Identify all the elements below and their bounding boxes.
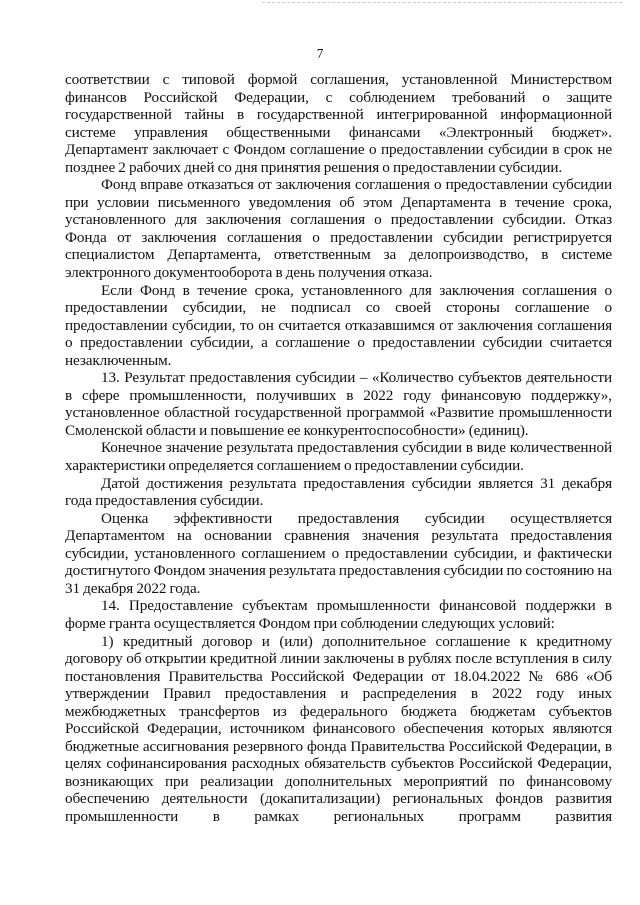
- paragraph-agreement-form: соответствии с типовой формой соглашения, установленной Министерством финансов Российской Федерации, с соблюдением требований о защите государственной тайны в государственной интегрированной информационной системе управления общественными финансами «Электронный бюджет». Департамент заключает с Фондом соглашение о предоставлении субсидии в срок не позднее 2 рабочих дней со дня принятия решения о предоставлении субсидии.: [65, 71, 612, 176]
- paragraph-unsigned-agreement: Если Фонд в течение срока, установленного для заключения соглашения о предоставлении субсидии, не подписал со своей стороны соглашение о предоставлении субсидии, то он считается отказавшимся от заключения соглашения о предоставлении субсидии, а соглашение о предоставлении субсидии считается незаключенным.: [65, 281, 612, 369]
- paragraph-grant-conditions: 14. Предоставление субъектам промышленности финансовой поддержки в форме гранта осуществляется Фондом при соблюдении следующих условий:: [65, 597, 612, 632]
- paragraph-achievement-date: Датой достижения результата предоставления субсидии является 31 декабря года предоставления субсидии.: [65, 474, 612, 510]
- document-body: [65, 71, 612, 826]
- paragraph-result-definition: 13. Результат предоставления субсидии – «Количество субъектов деятельности в сфере промышленности, получивших в 2022 году финансовую поддержку», установленное областной государственной программой «Развитие промышленности Смоленской области и повышение ее конкурентоспособности» (единиц).: [65, 369, 612, 439]
- paragraph-final-value: Конечное значение результата предоставления субсидии в виде количественной характеристики определяется соглашением о предоставлении субсидии.: [65, 439, 612, 475]
- paragraph-efficiency-assessment: Оценка эффективности предоставления субсидии осуществляется Департаментом на основании сравнения значения результата предоставления субсидии, установленного соглашением о предоставлении субсидии, и фактически достигнутого Фондом значения результата предоставления субсидии по состоянию на 31 декабря 2022 года.: [65, 509, 612, 597]
- paragraph-condition-1: 1) кредитный договор и (или) дополнительное соглашение к кредитному договору об открытии кредитной линии заключены в рублях после вступления в силу постановления Правительства Российской Федерации от 18.04.2022 № 686 «Об утверждении Правил предоставления и распределения в 2022 году иных межбюджетных трансфертов из федерального бюджета бюджетам субъектов Российской Федерации, источником финансового обеспечения которых являются бюджетные ассигнования резервного фонда Правительства Российской Федерации, в целях софинансирования расходных обязательств субъектов Российской Федерации, возникающих при реализации дополнительных мероприятий по финансовому обеспечению деятельности (докапитализации) региональных фондов развития промышленности в рамках региональных программ развития: [65, 632, 612, 825]
- scan-edge-line: [262, 2, 622, 3]
- page-number: 7: [316, 46, 324, 61]
- paragraph-fund-refusal: Фонд вправе отказаться от заключения соглашения о предоставлении субсидии при условии письменного уведомления об этом Департамента в течение срока, установленного для заключения соглашения о предоставлении субсидии. Отказ Фонда от заключения соглашения о предоставлении субсидии регистрируется специалистом Департамента, ответственным за делопроизводство, в системе электронного документооборота в день получения отказа.: [65, 176, 612, 282]
